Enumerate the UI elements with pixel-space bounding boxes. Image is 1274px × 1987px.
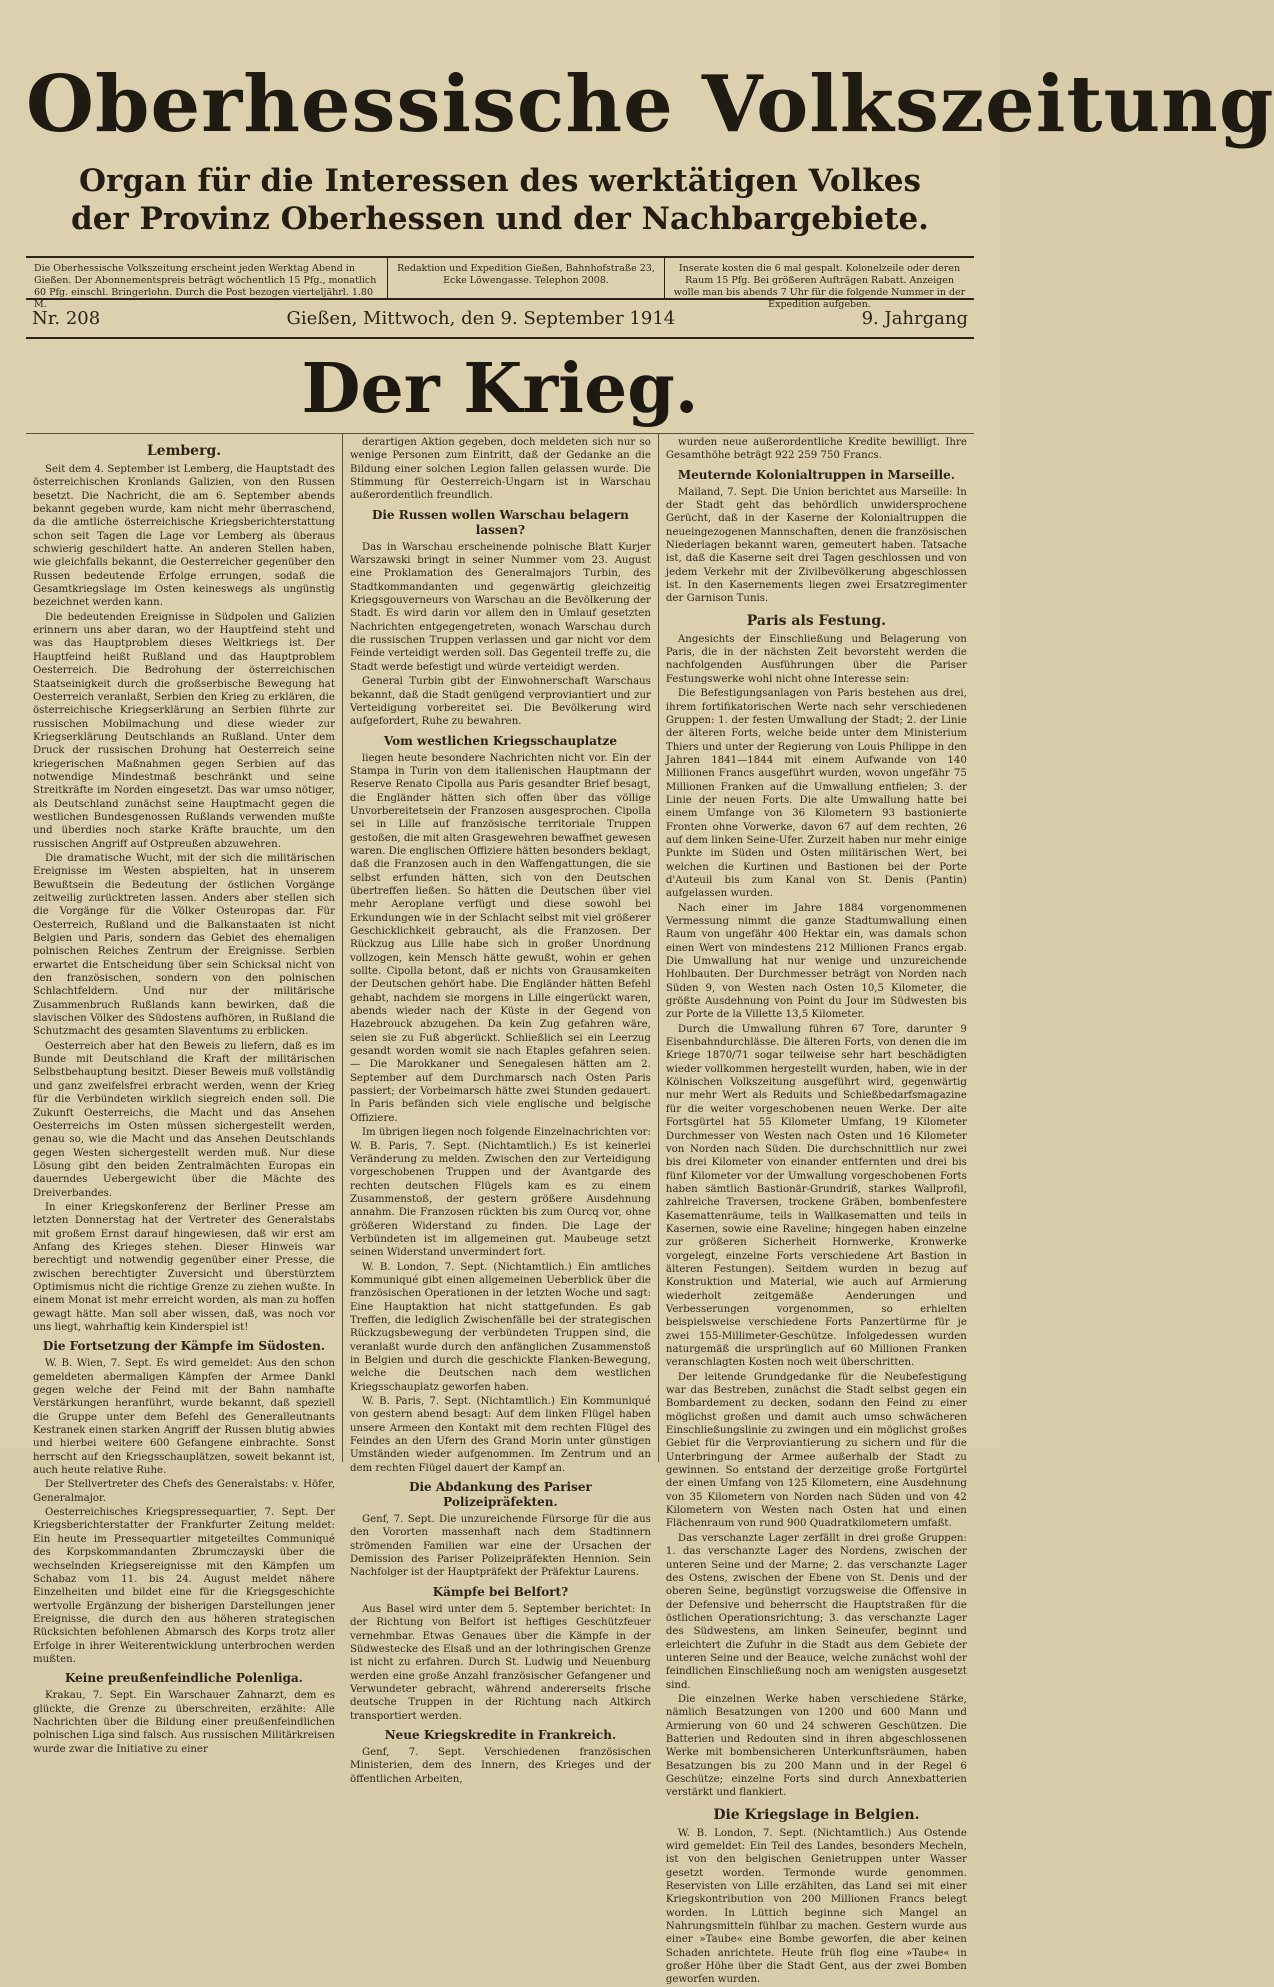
masthead-subtitle-line2: der Provinz Oberhessen und der Nachbargebiete. xyxy=(71,201,929,237)
paragraph: Durch die Umwallung führen 67 Tore, darunter 9 Eisenbahndurchlässe. Die älteren Forts, von denen die im Kriege 1870/71 sogar teilweise sehr hart beschädigten wieder vollkommen hergestellt wurden, haben, wie in der Kölnischen Volkszeitung ausgeführt wird, gegenwärtig nur mehr Wert als Reduits und Schießbedarfsmagazine für die weiter vorgeschobenen neuen Werke. Der alte Fortsgürtel hat 55 Kilometer Umfang, 19 Kilometer Durchmesser von Westen nach Osten und 16 Kilometer von Norden nach Süden. Die durchschnittlich nur zwei bis drei Kilometer von einander entfernten und drei bis fünf Kilometer vor der Umwallung vorgeschobenen Forts haben sämtlich Bastionär-Grundriß, starkes Wallprofil, zahlreiche Traversen, trockene Gräben, bombenfestere Kasemattenräume, teils in Wallkasematten und teils in Kasernen, sowie eine Raveline; hingegen haben einzelne zur größeren Sicherheit Hornwerke, Kronwerke vorgelegt, einzelne Forts verschiedene Art Bastion in älteren Festungen). Seitdem wurden in bezug auf Konstruktion und Material, wie auch auf Armierung wiederholt zeitgemäße Aenderungen und Verbesserungen vorgenommen, so erhielten beispielsweise verschiedene Forts Panzertürme für je zwei 155-Millimeter-Geschütze. Infolgedessen wurden naturgemäß die ursprünglich auf 60 Millionen Franken veranschlagten Kosten noch weit überschritten. xyxy=(665,1023,967,1369)
section-heading: Die Kriegslage in Belgien. xyxy=(713,1806,920,1823)
paragraph: Die bedeutenden Ereignisse in Südpolen und Galizien erinnern uns aber daran, wo der Hauptfeind steht und was das Hauptproblem dieses Weltkriegs ist. Der Hauptfeind heißt Rußland und das Hauptproblem Oesterreich. Die Bedrohung der österreichischen Staatseinigkeit durch die großserbische Bewegung hat Oesterreich veranlaßt, Serbien den Krieg zu erklären, die österreichische Kriegserklärung an Serbien führte zur russischen Mobilmachung und diese wieder zur Kriegserklärung Deutschlands an Rußland. Unter dem Druck der russischen Drohung hat Oesterreich seine kriegerischen Maßnahmen gegen Serbien auf das notwendige Mindestmaß beschränkt und seine Streitkräfte im Norden eingesetzt. Das war umso nötiger, als Deutschland zunächst seine Hauptmacht gegen die westlichen Bundesgenossen Rußlands verwenden mußte und überdies noch starke Kräfte brauchte, um den russischen Angriff auf Ostpreußen abzuwehren. xyxy=(33,611,335,850)
paragraph: Der Stellvertreter des Chefs des Generalstabs: v. Höfer, Generalmajor. xyxy=(33,1479,335,1504)
paragraph: W. B. London, 7. Sept. (Nichtamtlich.) Aus Ostende wird gemeldet: Ein Teil des Landes, besonders Mecheln, ist von den belgischen Genietruppen unter Wasser gesetzt worden. Termonde wurde genommen. Reservisten von Lille erzählten, das Land sei mit einer Kriegskontribution von 200 Millionen Francs belegt worden. In Lüttich beginne sich Mangel an Nahrungsmitteln fühlbar zu machen. Gestern wurde aus einer »Taube« eine Bombe geworfen, die aber keinen Schaden anrichtete. Heute früh flog eine »Taube« in großer Höhe über die Stadt Gent, aus der zwei Bomben geworfen wurden. xyxy=(665,1827,967,1986)
paragraph: Seit dem 4. September ist Lemberg, die Hauptstadt des österreichischen Kronlands Galizien, von den Russen besetzt. Die Nachricht, die am 6. September abends bekannt gegeben wurde, kam nicht mehr überraschend, da die amtliche österreichische Kriegsberichterstattung schon seit Tagen die Lage vor Lemberg als überaus schwierig geschildert hatte. An anderen Stellen haben, wie gleichfalls bekannt, die Oesterreicher gegenüber den Russen bedeutende Erfolge errungen, sodaß die Gesamtkriegslage im Osten keineswegs als ungünstig bezeichnet werden kann. xyxy=(33,464,335,609)
paragraph: Genf, 7. Sept. Die unzureichende Fürsorge für die aus den Vororten massenhaft nach dem Stadtinnern strömenden Familien war eine der Ursachen der Demission des Pariser Polizeipräfekten Hennion. Sein Nachfolger ist der Hauptpräfekt der Präfektur Laurens. xyxy=(349,1514,651,1579)
paragraph: In einer Kriegskonferenz der Berliner Presse am letzten Donnerstag hat der Vertreter des Generalstabs mit großem Ernst darauf hingewiesen, daß wir erst am Anfang des Krieges stehen. Dieser Hinweis war berechtigt und notwendig gegenüber einer Presse, die zwischen berechtigter Zuversicht und überstürztem Optimismus nicht die richtige Grenze zu ziehen wußte. In einem Monat ist mehr erreicht worden, als man zu hoffen gewagt hätte. Man soll aber wissen, daß, was noch vor uns liegt, wahrhaftig kein Kinderspiel ist! xyxy=(33,1201,335,1333)
paragraph: Angesichts der Einschließung und Belagerung von Paris, die in der nächsten Zeit bevorsteht werden die nachfolgenden Ausführungen über die Pariser Festungswerke wohl nicht ohne Interesse sein: xyxy=(665,633,967,685)
paragraph: Genf, 7. Sept. Verschiedenen französischen Ministerien, dem des Innern, des Krieges und der öffentlichen Arbeiten, xyxy=(349,1746,651,1785)
paragraph: Das in Warschau erscheinende polnische Blatt Kurjer Warszawski bringt in seiner Nummer vom 23. August eine Proklamation des Generalmajors Turbin, des Stadtkommandanten und gegenwärtig gleichzeitig Kriegsgouverneurs von Warschau an die Bevölkerung der Stadt. Es wird darin vor allem den in Umlauf gesetzten Nachrichten entgegengetreten, wonach Warschau durch die russischen Truppen verlassen und gar nicht vor dem Feinde verteidigt werden soll. Das Gegenteil treffe zu, die Stadt werde befestigt und würde verteidigt werden. xyxy=(349,541,651,673)
section-heading: Die Abdankung des Pariser Polizeipräfekten. xyxy=(409,1480,592,1510)
section-heading: Neue Kriegskredite in Frankreich. xyxy=(384,1727,617,1742)
column-3 xyxy=(658,434,974,1986)
paragraph: Oesterreichisches Kriegspressequartier, 7. Sept. Der Kriegsberichterstatter der Frankfurter Zeitung meldet: Ein heute im Pressequartier mitgeteiltes Communiqué des Korpskommandanten Zbrumczayski über die wechselnden Kriegsereignisse mit den Kämpfen um Schabaz vom 11. bis 24. August meldet nähere Einzelheiten und bildet eine für die Kriegsgeschichte wertvolle Ergänzung der bisherigen Darstellungen jener Ereignisse, die durch den aus höheren strategischen Rücksichten befohlenen Abmarsch des Korps trotz aller Erfolge in ihrer Weiterentwicklung unterbrochen werden mußten. xyxy=(33,1507,335,1665)
paragraph: liegen heute besondere Nachrichten nicht vor. Ein der Stampa in Turin von dem italienischen Hauptmann der Reserve Renato Cipolla aus Paris gesandter Brief besagt, die Engländer hätten sich offen über das völlige Unvorbereitetsein der Franzosen ausgesprochen. Cipolla sei in Lille auf französische territoriale Truppen gestoßen, die mit alten Grasgewehren bewaffnet gewesen waren. Die englischen Offiziere hätten besonders beklagt, daß die Franzosen auch in den Waffengattungen, die sie selbst erfunden hätten, sich von den Deutschen übertreffen ließen. So hätten die Deutschen über viel mehr Aeroplane verfügt und diese sowohl bei Erkundungen wie in der Schlacht selbst mit viel größerer Geschicklichkeit gebraucht, als die Franzosen. Der Rückzug aus Lille habe sich in großer Unordnung vollzogen, kein Mensch hätte gewußt, wohin er gehen sollte. Cipolla betont, daß er nichts von Grausamkeiten der Deutschen gehört habe. Die Engländer hätten Befehl gehabt, nachdem sie morgens in Lille eingerückt waren, abends wieder nach der Küste in der Gegend von Hazebrouck abzugehen. Da kein Zug gefahren wäre, seien sie zu Fuß abgerückt. Schließlich sei ein Leerzug gesandt worden womit sie nach Etaples gefahren seien. — Die Marokkaner und Senegalesen hätten am 2. September auf dem Durchmarsch nach Osten Paris passiert; der Vorbeimarsch hätte zwei Stunden gedauert. In Paris befänden sich viele englische und belgische Offiziere. xyxy=(349,752,651,1124)
paragraph: W. B. Paris, 7. Sept. (Nichtamtlich.) Ein Kommuniqué von gestern abend besagt: Auf dem linken Flügel haben unsere Armeen den Kontakt mit dem rechten Flügel des Feindes an den Ufern des Grand Morin unter günstigen Umständen wieder aufgenommen. Im Zentrum und an dem rechten Flügel dauert der Kampf an. xyxy=(349,1396,651,1474)
column-2 xyxy=(342,434,658,1785)
paragraph: Der leitende Grundgedanke für die Neubefestigung war das Bestreben, zunächst die Stadt selbst gegen ein Bombardement zu decken, sodann den Feind zu einer möglichst großen und damit auch umso schwächeren Einschließungslinie zu zwingen und ein möglichst großes Gebiet für die Verproviantierung zu sichern und für die Unterbringung der Armee außerhalb der Stadt zu gewinnen. So entstand der derzeitige große Fortgürtel der einen Umfang von 125 Kilometern, eine Ausdehnung von 35 Kilometern von Norden nach Süden und von 42 Kilometern von Westen nach Osten hat und einen Flächenraum von rund 900 Quadratkilometern umfaßt. xyxy=(665,1371,967,1530)
paragraph: W. B. London, 7. Sept. (Nichtamtlich.) Ein amtliches Kommuniqué gibt einen allgemeinen Ueberblick über die französischen Operationen in der letzten Woche und sagt: Eine Hauptaktion hat nicht stattgefunden. Es gab Treffen, die lediglich Zwischenfälle bei der strategischen Rückzugsbewegung der verbündeten Truppen sind, die veranlaßt wurde durch den anfänglichen Zusammenstoß in Belgien und durch die geschickte Flanken-Bewegung, welche die Deutschen nach dem westlichen Kriegsschauplatz geworfen haben. xyxy=(349,1261,651,1393)
paragraph: Aus Basel wird unter dem 5. September berichtet: In der Richtung von Belfort ist heftiges Geschützfeuer vernehmbar. Etwas Genaues über die Kämpfe in der Südwestecke des Elsaß und an der lothringischen Grenze ist nicht zu erfahren. Durch St. Ludwig und Neuenburg werden eine große Anzahl französischer Gefangener und Verwundeter gebracht, während andererseits frische deutsche Truppen in der Richtung nach Altkirch transportiert werden. xyxy=(349,1603,651,1722)
masthead-title: Oberhessische Volkszeitung xyxy=(26,59,1274,150)
section-heading: Keine preußenfeindliche Polenliga. xyxy=(64,1671,303,1686)
info-bar xyxy=(26,256,974,310)
section-heading: Kämpfe bei Belfort? xyxy=(432,1584,569,1599)
issue-volume: 9. Jahrgang xyxy=(861,308,968,329)
paragraph: Im übrigen liegen noch folgende Einzelnachrichten vor: W. B. Paris, 7. Sept. (Nichtamtlich.) Es ist keinerlei Veränderung zu melden. Zwischen den zur Verteidigung vorgeschobenen Truppen und der Avantgarde des rechten deutschen Flügels kam es zu einem Zusammenstoß, der gestern größere Ausdehnung annahm. Die Franzosen rückten bis zum Ourcq vor, ohne größeren Widerstand zu finden. Die Lage der Verbündeten ist im allgemeinen gut. Maubeuge setzt seinen Widerstand unvermindert fort. xyxy=(349,1127,651,1259)
section-heading: Meuternde Kolonialtruppen in Marseille. xyxy=(677,467,955,482)
paragraph: Nach einer im Jahre 1884 vorgenommenen Vermessung nimmt die ganze Stadtumwallung einen Raum von ungefähr 400 Hektar ein, was damals schon einen Wert von mindestens 212 Millionen Francs ergab. Die Umwallung hat nur wenige und unzureichende Hohlbauten. Der Durchmesser beträgt von Norden nach Süden 9, von Westen nach Osten 10,5 Kilometer, die größte Ausdehnung von Point du Jour im Südwesten bis zur Porte de la Villette 13,5 Kilometer. xyxy=(665,902,967,1021)
paragraph: General Turbin gibt der Einwohnerschaft Warschaus bekannt, daß die Stadt genügend verproviantiert und zur Verteidigung vorbereitet sei. Die Bevölkerung wird aufgefordert, Ruhe zu bewahren. xyxy=(349,676,651,728)
section-heading: Vom westlichen Kriegsschauplatze xyxy=(383,733,617,748)
paragraph: Das verschanzte Lager zerfällt in drei große Gruppen: 1. das verschanzte Lager des Nordens, zwischen der unteren Seine und der Marne; 2. das verschanzte Lager des Ostens, zwischen der Ebene von St. Denis und der oberen Seine, begünstigt vorzugsweise die Offensive in der Defensive und beherrscht die Hauptstraßen für die östlichen Operationsrichtung; 3. das verschanzte Lager des Südwestens, am linken Seineufer, beginnt und erleichtert die Zufuhr in die Stadt aus dem Gebiete der unteren Seine und der Beauce, welche zunächst wohl der feindlichen Einschließung noch am wenigsten ausgesetzt sind. xyxy=(665,1532,967,1691)
column-1 xyxy=(26,434,342,1755)
subscription-info: Die Oberhessische Volkszeitung erscheint jeden Werktag Abend in Gießen. Der Abonnementspreis beträgt wöchentlich 15 Pfg., monatlich 60 Pfg. einschl. Bringerlohn. Durch die Post bezogen vierteljährl. 1.80 M. xyxy=(26,258,388,298)
paragraph: Krakau, 7. Sept. Ein Warschauer Zahnarzt, dem es glückte, die Grenze zu überschreiten, erzählte: Alle Nachrichten über die Bildung einer preußenfeindlichen polnischen Liga sind falsch. Aus russischen Militärkreisen wurde zwar die Initiative zu einer xyxy=(33,1690,335,1755)
issue-number: Nr. 208 xyxy=(32,308,101,329)
masthead-subtitle-line1: Organ für die Interessen des werktätigen Volkes xyxy=(79,163,921,199)
article-columns xyxy=(26,433,974,1986)
paragraph: Die Befestigungsanlagen von Paris bestehen aus drei, ihrem fortifikatorischen Werte nach sehr verschiedenen Gruppen: 1. der festen Umwallung der Stadt; 2. der Linie der älteren Forts, welche beide unter dem Ministerium Thiers und unter der Regierung von Louis Philippe in den Jahren 1841—1844 mit einem Aufwande von 140 Millionen Francs ausgeführt wurden, wovon ungefähr 75 Millionen Franken auf die Umwallung entfielen; 3. der Linie der neuen Forts. Die alte Umwallung hatte bei einem Umfange von 36 Kilometern 93 bastionierte Fronten ohne Vorwerke, davon 67 auf dem rechten, 26 auf dem linken Seine-Ufer. Zurzeit haben nur mehr einige Punkte im Süden und Osten militärischen Wert, bei welchen die Kurtinen und Bastionen bei der Porte d'Auteuil bis zum Kanal von St. Denis (Pantin) aufgelassen wurden. xyxy=(665,688,967,900)
issue-dateline: Gießen, Mittwoch, den 9. September 1914 xyxy=(286,308,676,329)
paragraph: derartigen Aktion gegeben, doch meldeten sich nur so wenige Personen zum Eintritt, daß der Gedanke an die Bildung einer solchen Legion fallen gelassen wurde. Die Stimmung für Oesterreich-Ungarn ist in Warschau außerordentlich freundlich. xyxy=(349,437,651,502)
section-heading: Die Russen wollen Warschau belagern lassen? xyxy=(371,507,629,537)
paragraph: W. B. Wien, 7. Sept. Es wird gemeldet: Aus den schon gemeldeten abermaligen Kämpfen der Armee Dankl gegen welche der Feind mit der Bahn namhafte Verstärkungen heranführt, wurde bekannt, daß speziell die Gruppe unter dem Befehl des Generalleutnants Kestranek einen starken Angriff der Russen blutig abwies und hierbei weitere 600 Gefangene einbrachte. Sonst herrscht auf den Kriegsschauplätzen, soweit bekannt ist, auch heute relative Ruhe. xyxy=(33,1358,335,1477)
paragraph: wurden neue außerordentliche Kredite bewilligt. Ihre Gesamthöhe beträgt 922 259 750 Francs. xyxy=(665,437,967,462)
paragraph: Oesterreich aber hat den Beweis zu liefern, daß es im Bunde mit Deutschland die Kraft der militärischen Selbstbehauptung besitzt. Dieser Beweis muß vollständig und ganz zweifelsfrei erbracht werden, wenn der Krieg für die Verbündeten wirklich siegreich enden soll. Die Zukunft Oesterreichs, die Macht und das Ansehen Oesterreichs im Osten müssen sichergestellt werden, genau so, wie die Macht und das Ansehen Deutschlands gegen Westen sichergestellt werden muß. Nur diese Lösung gibt den beiden Zentralmächten Europas ein dauerndes Uebergewicht über die Mächte des Dreiverbandes. xyxy=(33,1040,335,1199)
main-headline: Der Krieg. xyxy=(301,349,699,429)
paragraph: Mailand, 7. Sept. Die Union berichtet aus Marseille: In der Stadt geht das behördlich unwidersprochene Gerücht, daß in der Kaserne der Kolonialtruppen die neueingezogenen Mannschaften, denen die französischen Niederlagen bekannt waren, gemeutert haben. Tatsache ist, daß die Kaserne seit drei Tagen geschlossen und von jedem Verkehr mit der Zivilbevölkerung abgeschlossen ist. In den Kasernements liegen zwei Ersatzregimenter der Garnison Tunis. xyxy=(665,486,967,605)
advertising-info: Inserate kosten die 6 mal gespalt. Kolonelzeile oder deren Raum 15 Pfg. Bei größeren Aufträgen Rabatt. Anzeigen wolle man bis abends 7 Uhr für die folgende Nummer in der Expedition aufgeben. xyxy=(673,263,966,310)
paragraph: Die dramatische Wucht, mit der sich die militärischen Ereignisse im Westen abspielten, hat in unserem Bewußtsein die Bedeutung der östlichen Vorgänge zeitweilig zurücktreten lassen. Anders aber stellen sich die Vorgänge für die Völker Osteuropas dar. Für Oesterreich, Rußland und die Balkanstaaten ist nicht Belgien und Paris, sondern das Gebiet des ehemaligen polnischen Reiches Zentrum der Ereignisse. Serbien erwartet die Entscheidung über sein Schicksal nicht von den französischen, sondern von den polnischen Schlachtfeldern. Und nur der militärische Zusammenbruch Rußlands kann bewirken, daß die slavischen Völker des Südostens aufhören, in Rußland die Schutzmacht des gesamten Slaventums zu erblicken. xyxy=(33,852,335,1038)
section-heading: Die Fortsetzung der Kämpfe im Südosten. xyxy=(42,1339,326,1354)
editorial-address: Redaktion und Expedition Gießen, Bahnhofstraße 23, Ecke Löwengasse. Telephon 2008. xyxy=(388,258,665,298)
section-heading: Lemberg. xyxy=(146,443,222,459)
section-heading: Paris als Festung. xyxy=(746,612,887,629)
paragraph: Die einzelnen Werke haben verschiedene Stärke, nämlich Besatzungen von 1200 und 600 Mann und Armierung von 60 und 24 schweren Geschützen. Die Batterien und Redouten sind in ihren abgeschlossenen Werke mit bombensicheren Unterkunftsräumen, haben Besatzungen bis zu 200 Mann und in der Regel 6 Geschütze; einzelne Forts sind durch Annexbatterien verstärkt und flankiert. xyxy=(665,1693,967,1799)
